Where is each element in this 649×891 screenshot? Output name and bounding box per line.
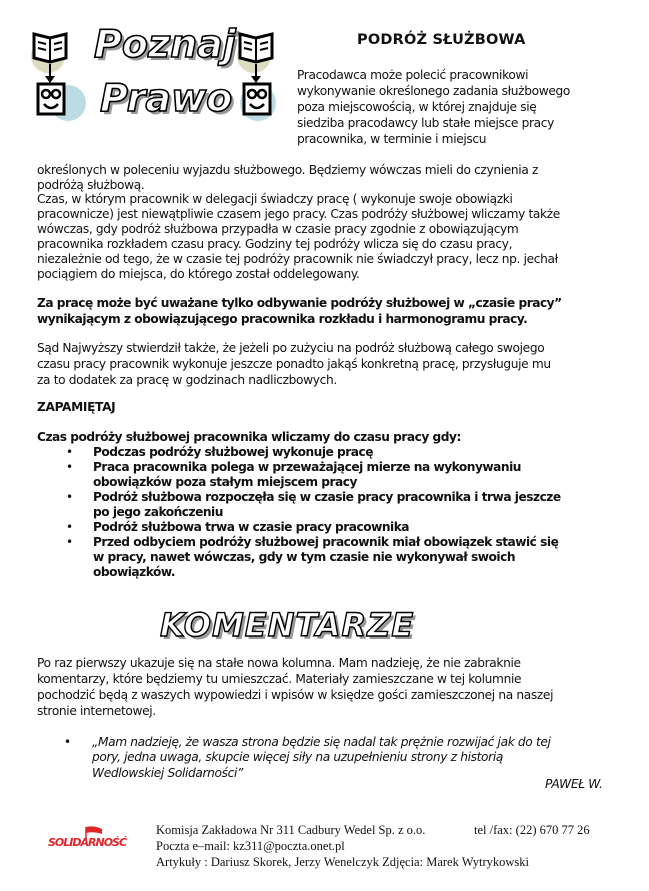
text-line: niezależnie od tego, że w czasie tej podróży pracownik nie świadczył pracy, lecz np. jechał <box>37 252 558 266</box>
text-line: Podróż służbowa rozpoczęła się w czasie pracy pracownika i trwa jeszcze <box>93 490 561 504</box>
text-line: Praca pracownika polega w przeważającej mierze na wykonywaniu <box>93 460 521 474</box>
text-line: Pracodawca może polecić pracownikowi <box>297 68 529 82</box>
logo-word-prawo: Prawo <box>100 76 233 120</box>
text-line: za to dodatek za pracę w godzinach nadliczbowych. <box>37 373 337 387</box>
text-line: obowiązków. <box>93 565 175 579</box>
text-line: Podczas podróży służbowej wykonuje pracę <box>93 445 373 459</box>
bullet-icon: • <box>66 445 74 459</box>
text-line: wynikającym z obowiązującego pracownika rozkładu i harmonogramu pracy. <box>37 312 528 326</box>
text-line: obowiązków poza stałym miejscem pracy <box>93 475 357 489</box>
text-line: określonych w poleceniu wyjazdu służbowego. Będziemy wówczas mieli do czynienia z <box>37 163 539 177</box>
text-line: wówczas, gdy podróż służbowa przypadła w czasie pracy zgodnie z obowiązującym <box>37 222 519 236</box>
book-owl-icon <box>30 28 92 123</box>
text-line: siedziba pracodawcy lub stałe miejsce pracy <box>297 116 554 130</box>
book-owl-icon <box>236 28 298 123</box>
text-line: pociągiem do miejsca, do którego został oddelegowany. <box>37 267 360 281</box>
footer-phone: tel /fax: (22) 670 77 26 <box>474 823 590 837</box>
comment-author: PAWEŁ W. <box>545 777 603 791</box>
text-line: podróżą służbową. <box>37 178 145 192</box>
footer-email: Poczta e–mail: kz311@poczta.onet.pl <box>156 839 345 853</box>
text-line: wykonywanie określonego zadania służbowego <box>297 84 570 98</box>
text-line: czasu pracy pracownik wykonuje jeszcze ponadto jakąś konkretną pracę, przysługuje mu <box>37 357 551 371</box>
text-line: Czas, w którym pracownik w delegacji świadczy pracę ( wykonuje swoje obowiązki <box>37 192 513 206</box>
text-line: po jego zakończeniu <box>93 505 223 519</box>
footer-credits: Artykuły : Dariusz Skorek, Jerzy Wenelczyk Zdjęcia: Marek Wytrykowski <box>156 855 530 869</box>
logo-word-poznaj: Poznaj <box>94 22 236 66</box>
text-line: Za pracę może być uważane tylko odbywanie podróży służbowej w „czasie pracy” <box>37 296 562 310</box>
footer-org: Komisja Zakładowa Nr 311 Cadbury Wedel Sp. z o.o. <box>156 823 426 837</box>
bullet-icon: • <box>66 460 74 474</box>
text-line: Przed odbyciem podróży służbowej pracownik miał obowiązek stawić się <box>93 535 559 549</box>
text-line: pracownika rozkładem czasu pracy. Godziny tej podróży wlicza się do czasu pracy, <box>37 237 513 251</box>
bullet-icon: • <box>66 535 74 549</box>
text-line: Po raz pierwszy ukazuje się na stałe nowa kolumna. Mam nadzieję, że nie zabraknie <box>37 656 521 670</box>
bullet-icon: • <box>64 735 72 749</box>
remember-heading: ZAPAMIĘTAJ <box>37 400 116 414</box>
text-line: pracownika, w terminie i miejscu <box>297 132 487 146</box>
text-line: poza miejscowością, w której znajduje się <box>297 100 537 114</box>
text-line: Sąd Najwyższy stwierdził także, że jeżeli po zużyciu na podróż służbową całego swojego <box>37 341 545 355</box>
text-line: Podróż służbowa trwa w czasie pracy pracownika <box>93 520 410 534</box>
solidarnosc-logo-text: SOLIDARNOŚĆ <box>48 836 127 849</box>
text-line: Wedlowskiej Solidarności” <box>92 766 244 780</box>
bullet-icon: • <box>66 490 74 504</box>
text-line: pochodzić będą z waszych wypowiedzi i wpisów w księdze gości zamieszczonej na naszej <box>37 688 554 702</box>
text-line: pracownicze) jest niewątpliwie czasem jego pracy. Czas podróży służbowej wliczamy także <box>37 207 560 221</box>
text-line: w pracy, nawet wówczas, gdy w tym czasie nie wykonywał swoich <box>93 550 515 564</box>
comments-heading: KOMENTARZE <box>160 606 415 644</box>
text-line: stronie internetowej. <box>37 704 156 718</box>
text-line: pory, jedna uwaga, skupcie więcej siły na uzupełnieniu strony z historią <box>92 750 503 764</box>
article-title: PODRÓŻ SŁUŻBOWA <box>357 32 526 48</box>
text-line: „Mam nadzieję, że wasza strona będzie się nadal tak prężnie rozwijać jak do tej <box>92 735 551 749</box>
solidarnosc-logo <box>48 830 128 860</box>
remember-intro: Czas podróży służbowej pracownika wliczamy do czasu pracy gdy: <box>37 430 461 444</box>
text-line: komentarzy, które będziemy tu umieszczać. Materiały zamieszczane w tej kolumnie <box>37 672 522 686</box>
bullet-icon: • <box>66 520 74 534</box>
